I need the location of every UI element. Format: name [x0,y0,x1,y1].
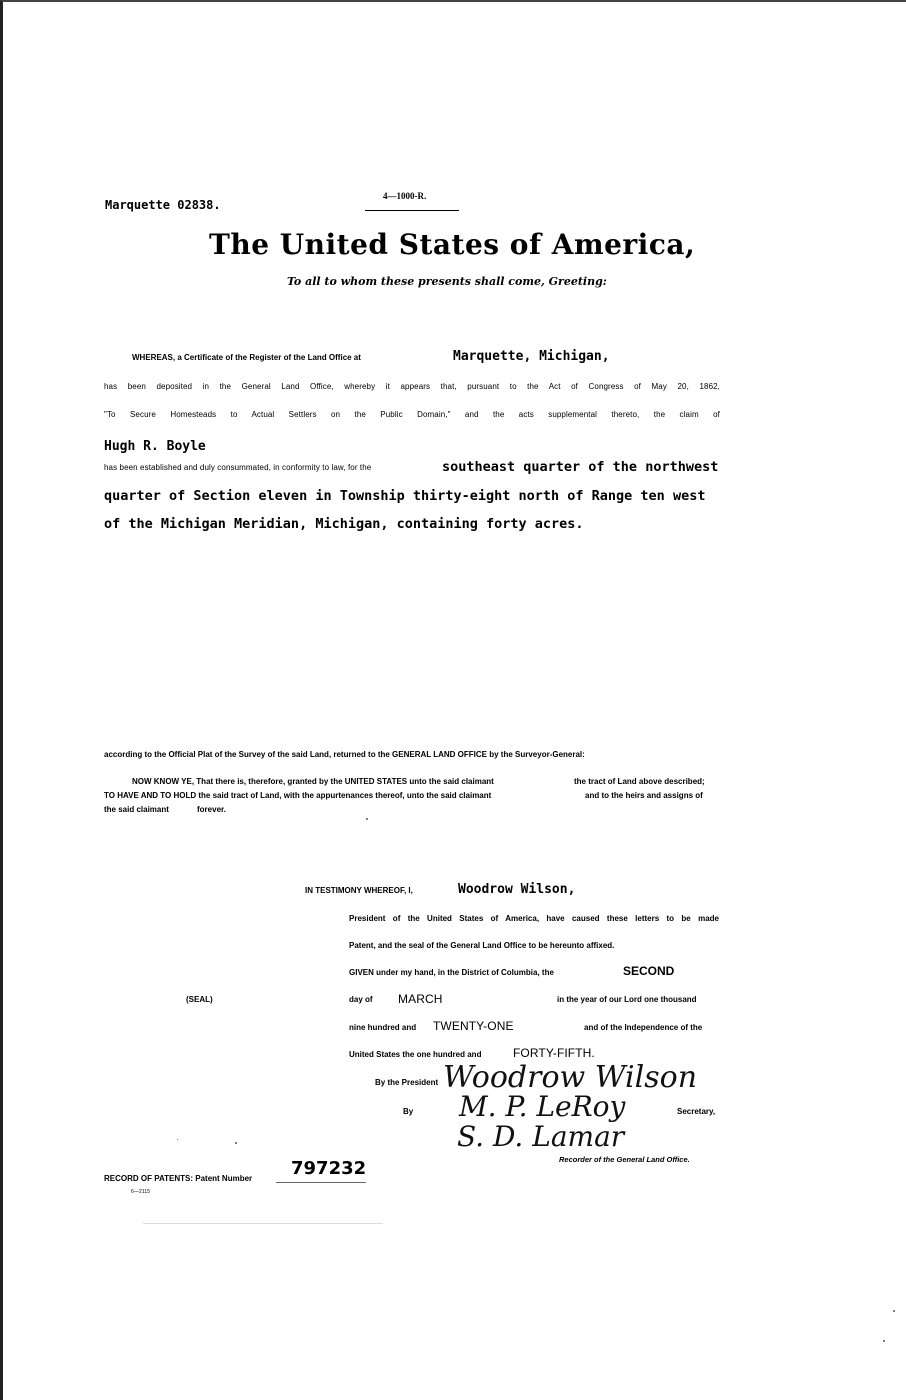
scan-speck [366,818,368,820]
deposit-line: has been deposited in the General Land Office, whereby it appears that, pursuant to the Act of Congress of May 20, 1862, [104,382,720,391]
greeting: To all to whom these presents shall come, Greeting: [287,275,607,288]
land-description-1: southeast quarter of the northwest [442,459,719,475]
independence-label: and of the Independence of the [584,1023,703,1032]
whereas-lead: WHEREAS, a Certificate of the Register of the Land Office at [132,353,361,362]
independence-year: FORTY-FIFTH. [513,1046,595,1060]
grant-line-1a: NOW KNOW YE, That there is, therefore, granted by the UNITED STATES unto the said claimant [132,777,494,786]
plat-line: according to the Official Plat of the Survey of the said Land, returned to the GENERAL LAND OFFICE by the Surveyor-General: [104,750,585,759]
land-description-2: quarter of Section eleven in Township thirty-eight north of Range ten west [104,488,706,504]
testimony-line-1: President of the United States of America, have caused these letters to be made [349,914,719,923]
office-location: Marquette, Michigan, [453,349,610,364]
faint-scan-line [143,1223,383,1224]
given-day: SECOND [623,964,675,978]
given-year: TWENTY-ONE [433,1019,514,1033]
secretary-signature: M. P. LeRoy [459,1090,626,1123]
scan-speck [883,1340,885,1342]
given-month: MARCH [398,992,443,1006]
claimant-name: Hugh R. Boyle [104,439,206,454]
grant-line-2a: TO HAVE AND TO HOLD the said tract of Land, with the appurtenances thereof, unto the said claimant [104,791,492,800]
patent-number-line [276,1182,366,1183]
document-title: The United States of America, [209,228,696,261]
record-label: RECORD OF PATENTS: Patent Number [104,1174,253,1183]
testimony-lead: IN TESTIMONY WHEREOF, I, [305,886,413,895]
scan-speck [235,1142,237,1144]
nine-hundred-label: nine hundred and [349,1023,417,1032]
scan-speck [893,1310,895,1312]
grant-line-2b: and to the heirs and assigns of [585,791,703,800]
form-number: 4—1000-R. [383,191,427,201]
year-lead: in the year of our Lord one thousand [557,995,697,1004]
form-number-underline [365,210,459,211]
act-line: "To Secure Homesteads to Actual Settlers on the Public Domain," and the acts supplemental thereto, the claim of [104,410,720,419]
us-lead: United States the one hundred and [349,1050,482,1059]
testimony-line-2: Patent, and the seal of the General Land Office to be hereunto affixed. [349,941,615,950]
form-code: 6—2115 [131,1189,151,1195]
scan-speck [177,1139,178,1140]
given-lead: GIVEN under my hand, in the District of Columbia, the [349,968,554,977]
land-description-3: of the Michigan Meridian, Michigan, containing forty acres. [104,516,584,532]
patent-number: 797232 [291,1158,367,1179]
by-president-label: By the President [375,1078,439,1087]
secretary-label: Secretary, [677,1107,716,1116]
president-signature: Woodrow Wilson [443,1060,698,1095]
by-label: By [403,1107,414,1116]
grant-line-3b: forever. [197,805,226,814]
grant-line-1b: the tract of Land above described; [574,777,705,786]
established-lead: has been established and duly consummated, in conformity to law, for the [104,463,372,472]
president-name: Woodrow Wilson, [458,882,576,897]
day-of-label: day of [349,995,373,1004]
recorder-label: Recorder of the General Land Office. [559,1155,690,1164]
recorder-signature: S. D. Lamar [457,1120,625,1153]
grant-line-3a: the said claimant [104,805,169,814]
case-reference: Marquette 02838. [105,198,221,212]
seal-label: (SEAL) [186,995,213,1004]
